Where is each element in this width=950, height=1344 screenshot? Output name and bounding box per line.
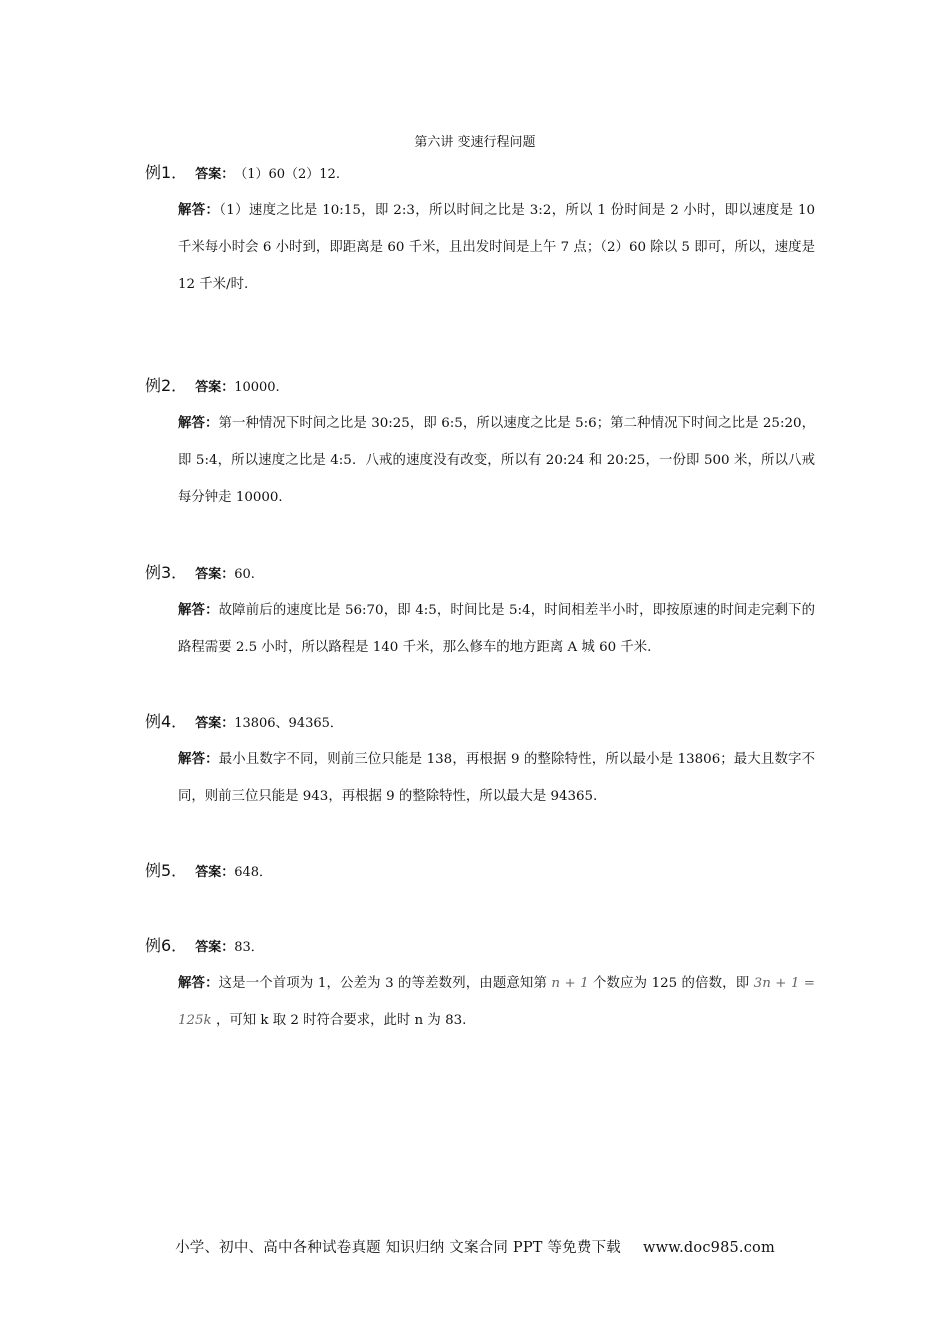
solution	[178, 405, 815, 516]
answer-label: 答案：	[195, 167, 235, 182]
solution-text: 这是一个首项为 1，公差为 3 的等差数列，由题意知第	[218, 976, 552, 991]
solution-label: 解答：	[178, 752, 219, 767]
answer-value: 83．	[234, 940, 264, 955]
example-4	[145, 709, 815, 815]
solution	[178, 965, 815, 1039]
solution-label: 解答：	[178, 416, 219, 431]
example-header	[145, 933, 815, 955]
formula-n-plus-1: n + 1	[551, 976, 589, 991]
answer-value: 13806、94365．	[234, 716, 343, 731]
answer-value: 60.	[234, 567, 255, 582]
example-5	[145, 858, 815, 880]
solution-label: 解答：	[178, 203, 220, 218]
solution-text: （1）速度之比是 10:15，即 2:3，所以时间之比是 3:2，所以 1 份时间是 2 小时，即以速度是 10 千米每小时会 6 小时到，即距离是 60 千米，且出发时间是上午 7 点；（2）60 除以 5 即可，所以，速度是 12 千米/时.	[178, 203, 816, 292]
example-header	[145, 560, 815, 582]
solution-label: 解答：	[178, 976, 219, 991]
page-title: 第六讲 变速行程问题	[414, 135, 536, 150]
example-label: 例6．	[145, 936, 188, 955]
example-3	[145, 560, 815, 666]
example-1	[145, 160, 815, 303]
solution-text: 个数应为 125 的倍数，即	[588, 976, 754, 991]
example-2	[145, 373, 815, 516]
example-header	[145, 858, 815, 880]
answer-label: 答案：	[195, 940, 235, 955]
answer-value: 10000.	[234, 380, 280, 395]
solution-text: 第一种情况下时间之比是 30:25，即 6:5，所以速度之比是 5:6；第二种情况下时间之比是 25:20，即 5:4，所以速度之比是 4:5．八戒的速度没有改变，所以有 20:24 和 20:25，一份即 500 米，所以八戒每分钟走 10000．	[178, 416, 815, 505]
example-label: 例1．	[145, 163, 188, 182]
example-label: 例5．	[145, 861, 188, 880]
answer-label: 答案：	[195, 380, 235, 395]
example-header	[145, 160, 815, 182]
formula-equation: 3n + 1 = 125k	[178, 976, 815, 1028]
solution-label: 解答：	[178, 603, 219, 618]
answer-label: 答案：	[195, 716, 235, 731]
solution	[178, 592, 815, 666]
example-label: 例2．	[145, 376, 188, 395]
solution-text: 故障前后的速度比是 56:70，即 4:5，时间比是 5:4，时间相差半小时，即按原速的时间走完剩下的路程需要 2.5 小时，所以路程是 140 千米，那么修车的地方距离 A 城 60 千米.	[178, 603, 815, 655]
solution-text: 最小且数字不同，则前三位只能是 138，再根据 9 的整除特性，所以最小是 13806；最大且数字不同，则前三位只能是 943，再根据 9 的整除特性，所以最大是 94365．	[178, 752, 816, 804]
answer-value: 648．	[234, 865, 273, 880]
answer-label: 答案：	[195, 865, 235, 880]
solution	[178, 192, 815, 303]
answer-value: （1）60（2）12.	[234, 167, 340, 182]
answer-label: 答案：	[195, 567, 235, 582]
example-label: 例3．	[145, 563, 188, 582]
footer-url: www.doc985.com	[642, 1240, 775, 1256]
example-label: 例4．	[145, 712, 188, 731]
solution-text: ，可知 k 取 2 时符合要求，此时 n 为 83.	[211, 1013, 467, 1028]
footer	[0, 1236, 950, 1257]
example-6	[145, 933, 815, 1039]
example-header	[145, 373, 815, 395]
example-header	[145, 709, 815, 731]
footer-text: 小学、初中、高中各种试卷真题 知识归纳 文案合同 PPT 等免费下载	[175, 1240, 621, 1256]
solution	[178, 741, 815, 815]
